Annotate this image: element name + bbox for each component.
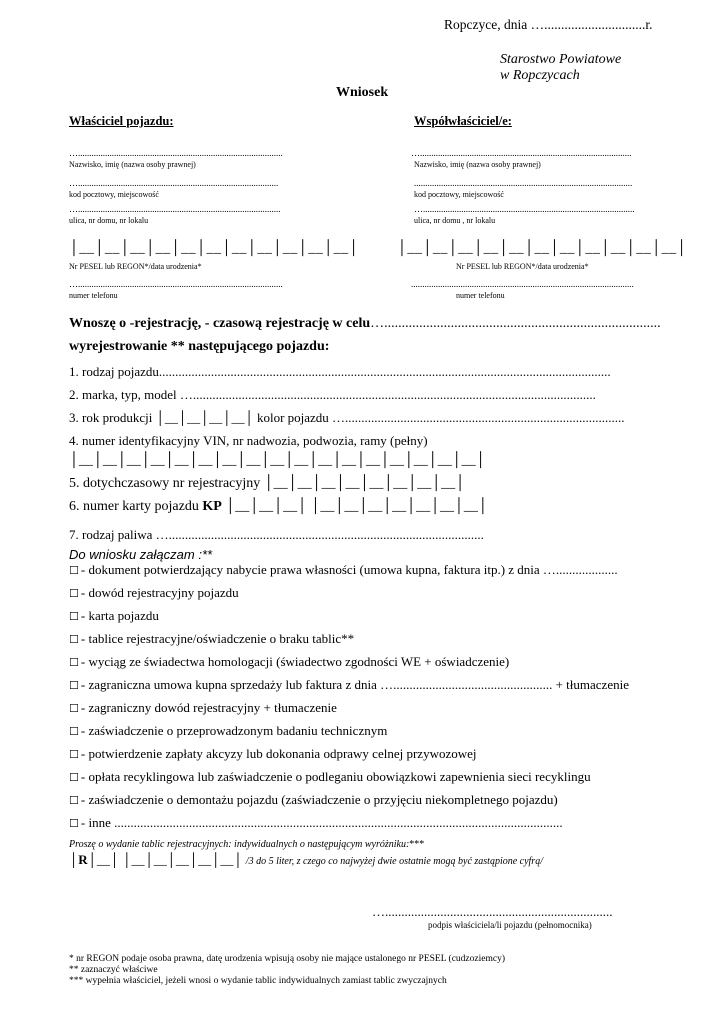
plates-question-mark: *** — [409, 839, 425, 850]
request-purpose-field[interactable]: …............................................................................... — [370, 316, 661, 331]
signature-field[interactable]: …...................................................................... — [372, 904, 613, 919]
attachment-label: - potwierdzenie zapłaty akcyzy lub dokonania odprawy celnej przywozowej — [80, 746, 477, 761]
attachment-label: - tablice rejestracyjne/oświadczenie o braku tablic** — [80, 631, 355, 646]
attachment-item — [69, 700, 337, 716]
vehicle-vin-label: 4. numer identyfikacyjny VIN, nr nadwozia, podwozia, ramy (pełny) — [69, 433, 428, 448]
vehicle-year-row — [69, 410, 625, 426]
coowner-street-field[interactable]: ….............................................................................................. — [414, 204, 635, 214]
date-line[interactable]: Ropczyce, dnia …..............................r. — [444, 17, 653, 32]
coowner-phone-caption: numer telefonu — [456, 291, 505, 300]
plates-r-box: │R│ — [69, 852, 97, 867]
coowner-name-field[interactable]: ….............................................................................................. — [411, 148, 632, 158]
office-address — [500, 52, 621, 84]
owner-heading: Właściciel pojazdu: — [69, 114, 174, 128]
request-deregistration: wyrejestrowanie ** następującego pojazdu: — [69, 339, 330, 354]
attachment-item — [69, 677, 629, 693]
coowner-postal-caption: kod pocztowy, miejscowość — [414, 190, 504, 199]
plates-question — [69, 839, 424, 850]
checkbox-icon[interactable]: ☐ — [69, 725, 79, 738]
owner-name-caption: Nazwisko, imię (nazwa osoby prawnej) — [69, 160, 196, 169]
attachment-item — [69, 562, 618, 578]
coowner-street-caption: ulica, nr domu , nr lokalu — [414, 216, 496, 225]
checkbox-icon[interactable]: ☐ — [69, 794, 79, 807]
attachment-label: - zagraniczny dowód rejestracyjny + tłumaczenie — [80, 700, 337, 715]
owner-postal-caption: kod pocztowy, miejscowość — [69, 190, 159, 199]
plates-question-text: Proszę o wydanie tablic rejestracyjnych: indywidualnych o następującym wyróżniku: — [69, 839, 410, 850]
vehicle-color-field[interactable]: kolor pojazdu …...................................................................................... — [256, 410, 625, 425]
footnote-2: ** zaznaczyć właściwe — [69, 965, 158, 975]
request-declaration-text: Wnoszę o -rejestrację, - czasową rejestrację w celu — [69, 316, 371, 331]
attachment-label: - zaświadczenie o przeprowadzonym badaniu technicznym — [80, 723, 388, 738]
attachment-item — [69, 769, 591, 785]
coowner-name-caption: Nazwisko, imię (nazwa osoby prawnej) — [414, 160, 541, 169]
vehicle-prev-reg-row — [69, 476, 465, 492]
attachment-label: - karta pojazdu — [80, 608, 159, 623]
attachment-label: - zaświadczenie o demontażu pojazdu (zaświadczenie o przyjęciu niekompletnego pojazdu) — [80, 792, 558, 807]
vehicle-vin-boxes[interactable]: │__│__│__│__│__│__│__│__│__│__│__│__│__│__│__│__│__│ — [69, 453, 486, 468]
attachment-item — [69, 608, 159, 624]
vehicle-card-label: 6. numer karty pojazdu — [69, 499, 199, 514]
attachment-item — [69, 654, 509, 670]
attachments-heading: Do wniosku załączam :** — [69, 547, 213, 562]
plates-boxes[interactable]: __│ │__│__│__│__│__│ — [96, 852, 243, 867]
office-line-2: w Ropczycach — [500, 68, 580, 83]
checkbox-icon[interactable]: ☐ — [69, 656, 79, 669]
owner-phone-caption: numer telefonu — [69, 291, 118, 300]
footnote-3: *** wypełnia właściciel, jeżeli wnosi o wydanie tablic indywidualnych zamiast tablic zwyczajnych — [69, 976, 447, 986]
request-declaration — [69, 316, 661, 332]
checkbox-icon[interactable]: ☐ — [69, 817, 79, 830]
footnote-1: * nr REGON podaje osoba prawna, datę urodzenia wpisują osoby nie mające ustalonego nr PESEL (cudzoziemcy) — [69, 954, 505, 964]
vehicle-type-field[interactable]: 1. rodzaj pojazdu........................................................................................................................................... — [69, 364, 611, 379]
attachment-label: - dowód rejestracyjny pojazdu — [80, 585, 239, 600]
attachment-item — [69, 746, 477, 762]
attachment-label: - opłata recyklingowa lub zaświadczenie o podleganiu obowiązkowi zapewnienia sieci recyklingu — [80, 769, 591, 784]
checkbox-icon[interactable]: ☐ — [69, 771, 79, 784]
coowner-phone-field[interactable]: ................................................................................................... — [411, 279, 634, 289]
attachment-item — [69, 631, 354, 647]
owner-postal-field[interactable]: …......................................................................................... — [69, 178, 279, 188]
attachment-label: - inne .......................................................................................................................................... — [80, 815, 563, 830]
owner-phone-field[interactable]: …........................................................................................... — [69, 279, 283, 289]
vehicle-fuel-field[interactable]: 7. rodzaj paliwa …................................................................................................. — [69, 527, 484, 542]
vehicle-year-boxes[interactable]: │__│__│__│__│ — [155, 410, 254, 425]
attachment-label: - wyciąg ze świadectwa homologacji (świadectwo zgodności WE + oświadczenie) — [80, 654, 510, 669]
checkbox-icon[interactable]: ☐ — [69, 587, 79, 600]
attachment-item — [69, 723, 387, 739]
owner-pesel-caption: Nr PESEL lub REGON*/data urodzenia* — [69, 262, 202, 271]
vehicle-year-label: 3. rok produkcji — [69, 410, 153, 425]
office-line-1: Starostwo Powiatowe — [500, 52, 622, 67]
vehicle-prev-reg-label: 5. dotychczasowy nr rejestracyjny — [69, 476, 261, 491]
plates-note: /3 do 5 liter, z czego co najwyżej dwie ostatnie mogą być zastąpione cyfrą/ — [245, 856, 543, 867]
vehicle-prev-reg-boxes[interactable]: │__│__│__│__│__│__│__│__│ — [263, 476, 466, 491]
checkbox-icon[interactable]: ☐ — [69, 679, 79, 692]
checkbox-icon[interactable]: ☐ — [69, 702, 79, 715]
checkbox-icon[interactable]: ☐ — [69, 633, 79, 646]
attachment-label: - dokument potwierdzający nabycie prawa własności (umowa kupna, faktura itp.) z dnia …................... — [80, 562, 618, 577]
vehicle-card-row — [69, 499, 488, 515]
coowner-pesel-caption: Nr PESEL lub REGON*/data urodzenia* — [456, 262, 589, 271]
plates-row — [69, 852, 543, 868]
coowner-pesel-boxes[interactable]: │__│__│__│__│__│__│__│__│__│__│__│ — [397, 241, 688, 256]
coowner-heading: Współwłaściciel/e: — [414, 114, 512, 128]
attachment-item — [69, 792, 558, 808]
attachment-item — [69, 815, 563, 831]
attachment-item — [69, 585, 239, 601]
checkbox-icon[interactable]: ☐ — [69, 610, 79, 623]
vehicle-card-kp: KP — [202, 499, 222, 514]
owner-name-field[interactable]: …........................................................................................... — [69, 148, 283, 158]
attachment-label: - zagraniczna umowa kupna sprzedaży lub faktura z dnia …................................................. + tłumaczenie — [80, 677, 629, 692]
page-title: Wniosek — [336, 85, 389, 100]
signature-caption: podpis właściciela/li pojazdu (pełnomocnika) — [428, 920, 592, 930]
checkbox-icon[interactable]: ☐ — [69, 564, 79, 577]
vehicle-card-boxes[interactable]: │__│__│__│ │__│__│__│__│__│__│__│ — [225, 499, 488, 514]
owner-pesel-boxes[interactable]: │__│__│__│__│__│__│__│__│__│__│__│ — [69, 241, 360, 256]
vehicle-make-field[interactable]: 2. marka, typ, model …............................................................................................................................ — [69, 387, 596, 402]
owner-street-caption: ulica, nr domu, nr lokalu — [69, 216, 149, 225]
owner-street-field[interactable]: ….......................................................................................... — [69, 204, 281, 214]
checkbox-icon[interactable]: ☐ — [69, 748, 79, 761]
coowner-postal-field[interactable]: ................................................................................................. — [414, 178, 633, 188]
